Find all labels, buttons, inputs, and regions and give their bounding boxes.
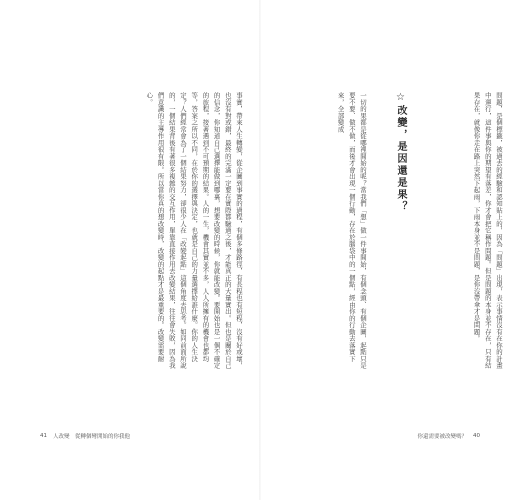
left-running-title: 人改變 從轉個彎開始的你我他 — [53, 434, 131, 440]
left-page-body-text: 事實，帶來人生轉變，從企圖到事實的過程，有個多條路徑，有長程也有短程，沒有好或壞，也沒有對或錯，最終的完滿一定要在實際都驗過之後，才能真正的大量實出。但也是關於自己的信念，你知道自己選擇能做到哪裏，想要改變的時候，你就能改變。要開始也是一個不確定的旅程，接著遇到不可預期的結果。人的一生，機會其實並不多，人人所擁有的機會也都均等，答案之所以不同，在於你的選擇與決定，也就是自己的力量選擇給誰什麼。你的人生決定？人們經常會為了一個結果努力，卻很少人在「改變起點」這個角度去思考。如同前面所說的，一個結果背後有著很多複雜的交互作用，單靠直接作用去改變結果，往往會失敗，因為我們意識的主導作用很有限。所以當你真的想改變時，改變的起點才是最重要的。改變需要耐心。 — [145, 92, 243, 369]
section-heading — [378, 92, 408, 242]
section-heading-text: 改變，是因還是果？ — [395, 105, 406, 213]
right-page-number: 40 — [473, 433, 480, 439]
right-running-title: 你還需要被改變嗎？ — [417, 434, 467, 440]
right-page-footer — [417, 432, 480, 440]
star-icon: ☆ — [395, 92, 406, 105]
right-page-body-text: 一切的果都是從哪裡開始的呢？當我們「想」做一件事開始，有個念頭、有個企圖，起點只是要不要、做不做，而後才會出現一個行動，存在於腦袋中的一個點，經由你的行動去落實下來，全部變成 — [336, 92, 367, 369]
left-page-footer — [40, 432, 130, 440]
left-page-number: 41 — [40, 433, 47, 439]
right-page-intro-text: 問題，是個標籤，被過去的經驗和認知貼上的，因為「問題」出現，表示事情沒有在你的計畫中運行，這件事與你的期望有落差，你才會把它稱作問題。但是問題的本身並不存在，只有結果存在，就像你走在路上突然下起雨，下雨本身並不是問題，是你沒帶傘才是問題。 — [472, 92, 503, 369]
right-page — [260, 0, 520, 500]
